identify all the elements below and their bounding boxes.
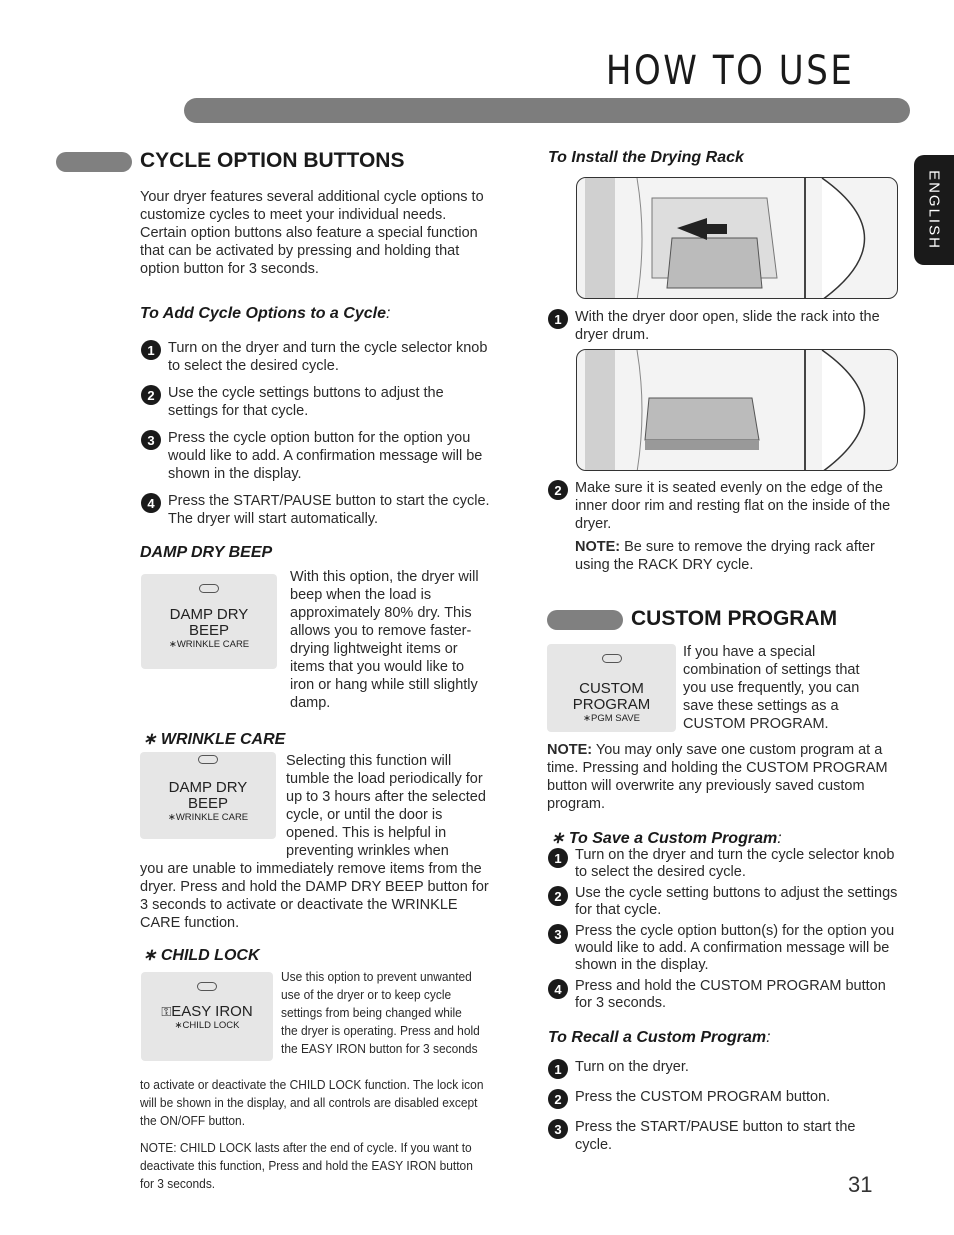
custom-program-text: If you have a special combination of settings that you use frequently, you can save these settings as a CUSTOM PROGRAM.	[683, 644, 860, 732]
drying-rack-note: NOTE: Be sure to remove the drying rack after using the RACK DRY cycle.	[575, 539, 875, 573]
recall-program-steps	[548, 1058, 878, 1154]
add-options-heading: To Add Cycle Options to a Cycle:	[140, 305, 391, 322]
wrinkle-care-text: you are unable to immediately remove items from the dryer. Press and hold the DAMP DRY BEEP button for 3 seconds to activate or deactivate the WRINKLE CARE function.	[140, 861, 489, 931]
section-pill	[547, 610, 623, 630]
wrinkle-care-button-image: DAMP DRY BEEP ∗WRINKLE CARE	[140, 752, 276, 839]
list-item: 1 With the dryer door open, slide the rack into the dryer drum.	[548, 308, 898, 344]
damp-dry-text: With this option, the dryer will beep when the load is approximately 80% dry. This allows you to remove faster-drying lightweight items or items that you would like to iron or hang while still slightly damp.	[290, 569, 479, 711]
indicator-led	[199, 584, 219, 593]
drying-rack-heading: To Install the Drying Rack	[548, 149, 744, 166]
list-item: 1 Turn on the dryer and turn the cycle selector knob to select the desired cycle.	[141, 339, 491, 375]
drying-rack-image-2	[576, 349, 898, 471]
list-item: 1 Turn on the dryer and turn the cycle selector knob to select the desired cycle.	[548, 847, 900, 881]
cycle-option-intro: Your dryer features several additional cycle options to customize cycles to meet your individual needs. Certain option buttons also feature a special function that can be activated by pressing and holding that option button for 3 seconds.	[140, 189, 484, 277]
damp-dry-heading: DAMP DRY BEEP	[140, 544, 273, 561]
dryer-drum-illustration	[577, 178, 898, 299]
page-number: 31	[848, 1172, 873, 1197]
child-lock-note: NOTE: CHILD LOCK lasts after the end of cycle. If you want to deactivate this function, Press and hold the EASY IRON button for 3 seconds.	[140, 1140, 473, 1191]
wrinkle-care-side-text: Selecting this function will tumble the load periodically for up to 3 hours after the selected cycle, or until the door is opened. This is helpful in preventing wrinkles when	[286, 753, 486, 859]
list-item: 2 Use the cycle settings buttons to adjust the settings for that cycle.	[141, 384, 491, 420]
child-lock-side-text: Use this option to prevent unwanted use of the dryer or to keep cycle settings from being changed while the dryer is operating. Press and hold the EASY IRON button for 3 seconds	[281, 969, 480, 1056]
add-options-steps	[141, 339, 491, 528]
lock-icon: ⚿	[161, 1004, 172, 1019]
recall-program-heading: To Recall a Custom Program:	[548, 1029, 771, 1046]
drying-rack-image-1	[576, 177, 898, 299]
dryer-drum-illustration	[577, 350, 898, 471]
language-label: ENGLISH	[925, 170, 943, 250]
custom-program-heading: CUSTOM PROGRAM	[631, 607, 838, 630]
list-item: 2 Make sure it is seated evenly on the edge of the inner door rim and resting flat on the inside of the dryer.	[548, 479, 898, 533]
child-lock-button-image: ⚿EASY IRON ∗CHILD LOCK	[141, 972, 273, 1061]
list-item: 4 Press and hold the CUSTOM PROGRAM button for 3 seconds.	[548, 978, 900, 1012]
child-lock-text: to activate or deactivate the CHILD LOCK function. The lock icon will be shown in the display, and all controls are disabled except the ON/OFF button.	[140, 1077, 484, 1128]
list-item: 3 Press the cycle option button(s) for the option you would like to add. A confirmation message will be shown in the display.	[548, 923, 900, 974]
child-lock-heading: ∗ CHILD LOCK	[143, 947, 260, 964]
page-title: HOW TO USE	[605, 48, 854, 94]
cycle-option-heading: CYCLE OPTION BUTTONS	[140, 149, 405, 172]
section-pill	[56, 152, 132, 172]
list-item: 3 Press the START/PAUSE button to start the cycle.	[548, 1118, 878, 1154]
indicator-led	[198, 755, 218, 764]
list-item: 2 Press the CUSTOM PROGRAM button.	[548, 1088, 878, 1109]
save-program-heading: ∗ To Save a Custom Program:	[551, 830, 782, 847]
list-item: 4 Press the START/PAUSE button to start the cycle. The dryer will start automatically.	[141, 492, 491, 528]
list-item: 1 Turn on the dryer.	[548, 1058, 878, 1079]
indicator-led	[197, 982, 217, 991]
custom-program-button-image: CUSTOM PROGRAM ∗PGM SAVE	[547, 644, 676, 732]
wrinkle-care-heading: ∗ WRINKLE CARE	[143, 731, 286, 748]
save-program-steps	[548, 847, 900, 1012]
language-tab	[914, 155, 954, 265]
title-bar	[184, 98, 910, 123]
custom-program-note: NOTE: You may only save one custom program at a time. Pressing and holding the CUSTOM PROGRAM button will overwrite any previously saved custom program.	[547, 742, 888, 812]
list-item: 3 Press the cycle option button for the option you would like to add. A confirmation message will be shown in the display.	[141, 429, 491, 483]
list-item: 2 Use the cycle setting buttons to adjust the settings for that cycle.	[548, 885, 900, 919]
damp-dry-button-image: DAMP DRY BEEP ∗WRINKLE CARE	[141, 574, 277, 669]
indicator-led	[602, 654, 622, 663]
